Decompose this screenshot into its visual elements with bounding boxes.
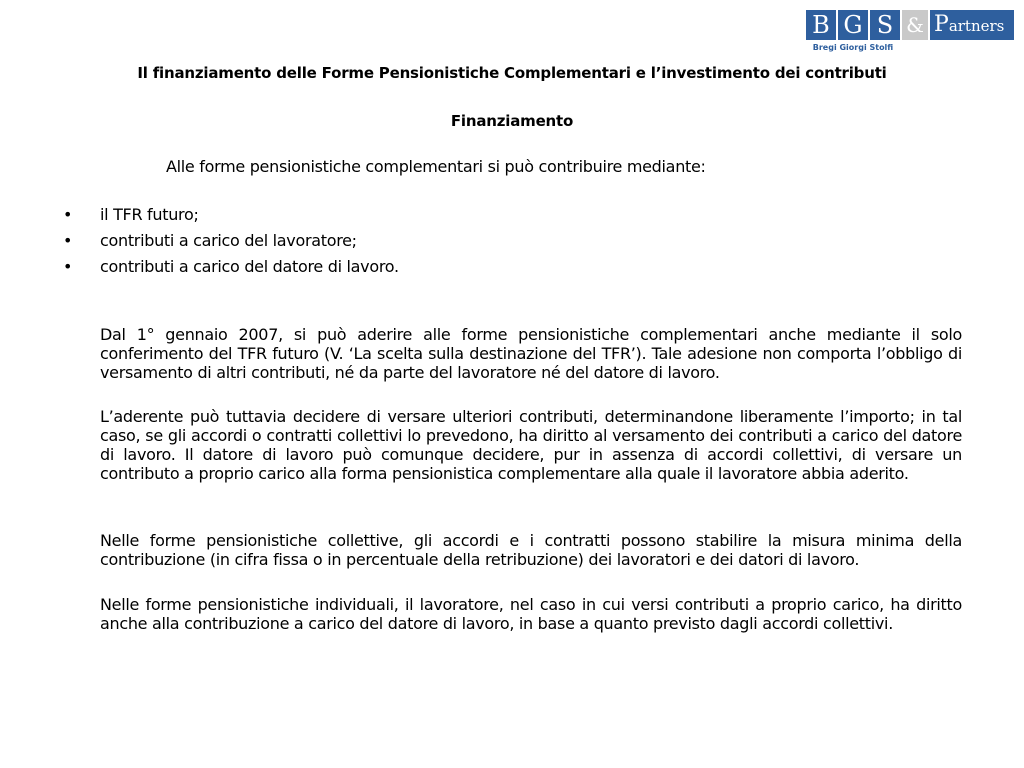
bullet-icon: •: [63, 205, 73, 224]
logo-tagline: Bregi Giorgi Stolfi: [812, 43, 894, 52]
paragraph-tfr-adhesion: Dal 1° gennaio 2007, si può aderire alle forme pensionistiche complementari anche mediante il solo conferimento del TFR futuro (V. ‘La scelta sulla destinazione del TFR’). Tale adesione non comporta l’obbligo di versamento di altri contributi, né da parte del lavoratore né del datore di lavoro.: [100, 325, 962, 382]
logo-partners: [930, 10, 1014, 40]
intro-text: Alle forme pensionistiche complementari si può contribuire mediante:: [166, 157, 706, 176]
bullet-icon: •: [63, 231, 73, 250]
paragraph-collective-forms: Nelle forme pensionistiche collettive, gli accordi e i contratti possono stabilire la misura minima della contribuzione (in cifra fissa o in percentuale della retribuzione) dei lavoratori e dei datori di lavoro.: [100, 531, 962, 569]
logo-mark: [806, 10, 1014, 40]
logo-letter-b: B: [806, 10, 836, 40]
bullet-icon: •: [63, 257, 73, 276]
logo-partners-rest: artners: [948, 17, 1005, 35]
logo-letter-g: G: [838, 10, 868, 40]
page-title: Il finanziamento delle Forme Pensionistiche Complementari e l’investimento dei contributi: [137, 64, 887, 82]
logo-letter-s: S: [870, 10, 900, 40]
section-heading: Finanziamento: [450, 112, 574, 130]
logo-partners-initial: P: [934, 12, 949, 37]
paragraph-individual-forms: Nelle forme pensionistiche individuali, il lavoratore, nel caso in cui versi contributi a proprio carico, ha diritto anche alla contribuzione a carico del datore di lavoro, in base a quanto previsto dagli accordi collettivi.: [100, 595, 962, 633]
bgs-partners-logo: [806, 10, 1018, 54]
list-item-text: il TFR futuro;: [100, 205, 199, 224]
paragraph-additional-contributions: L’aderente può tuttavia decidere di versare ulteriori contributi, determinandone liberamente l’importo; in tal caso, se gli accordi o contratti collettivi lo prevedono, ha diritto al versamento dei contributi a carico del datore di lavoro. Il datore di lavoro può comunque decidere, pur in assenza di accordi collettivi, di versare un contributo a proprio carico alla forma pensionistica complementare alla quale il lavoratore abbia aderito.: [100, 407, 962, 483]
logo-ampersand: &: [902, 10, 928, 40]
list-item-text: contributi a carico del datore di lavoro.: [100, 257, 399, 276]
list-item-text: contributi a carico del lavoratore;: [100, 231, 357, 250]
